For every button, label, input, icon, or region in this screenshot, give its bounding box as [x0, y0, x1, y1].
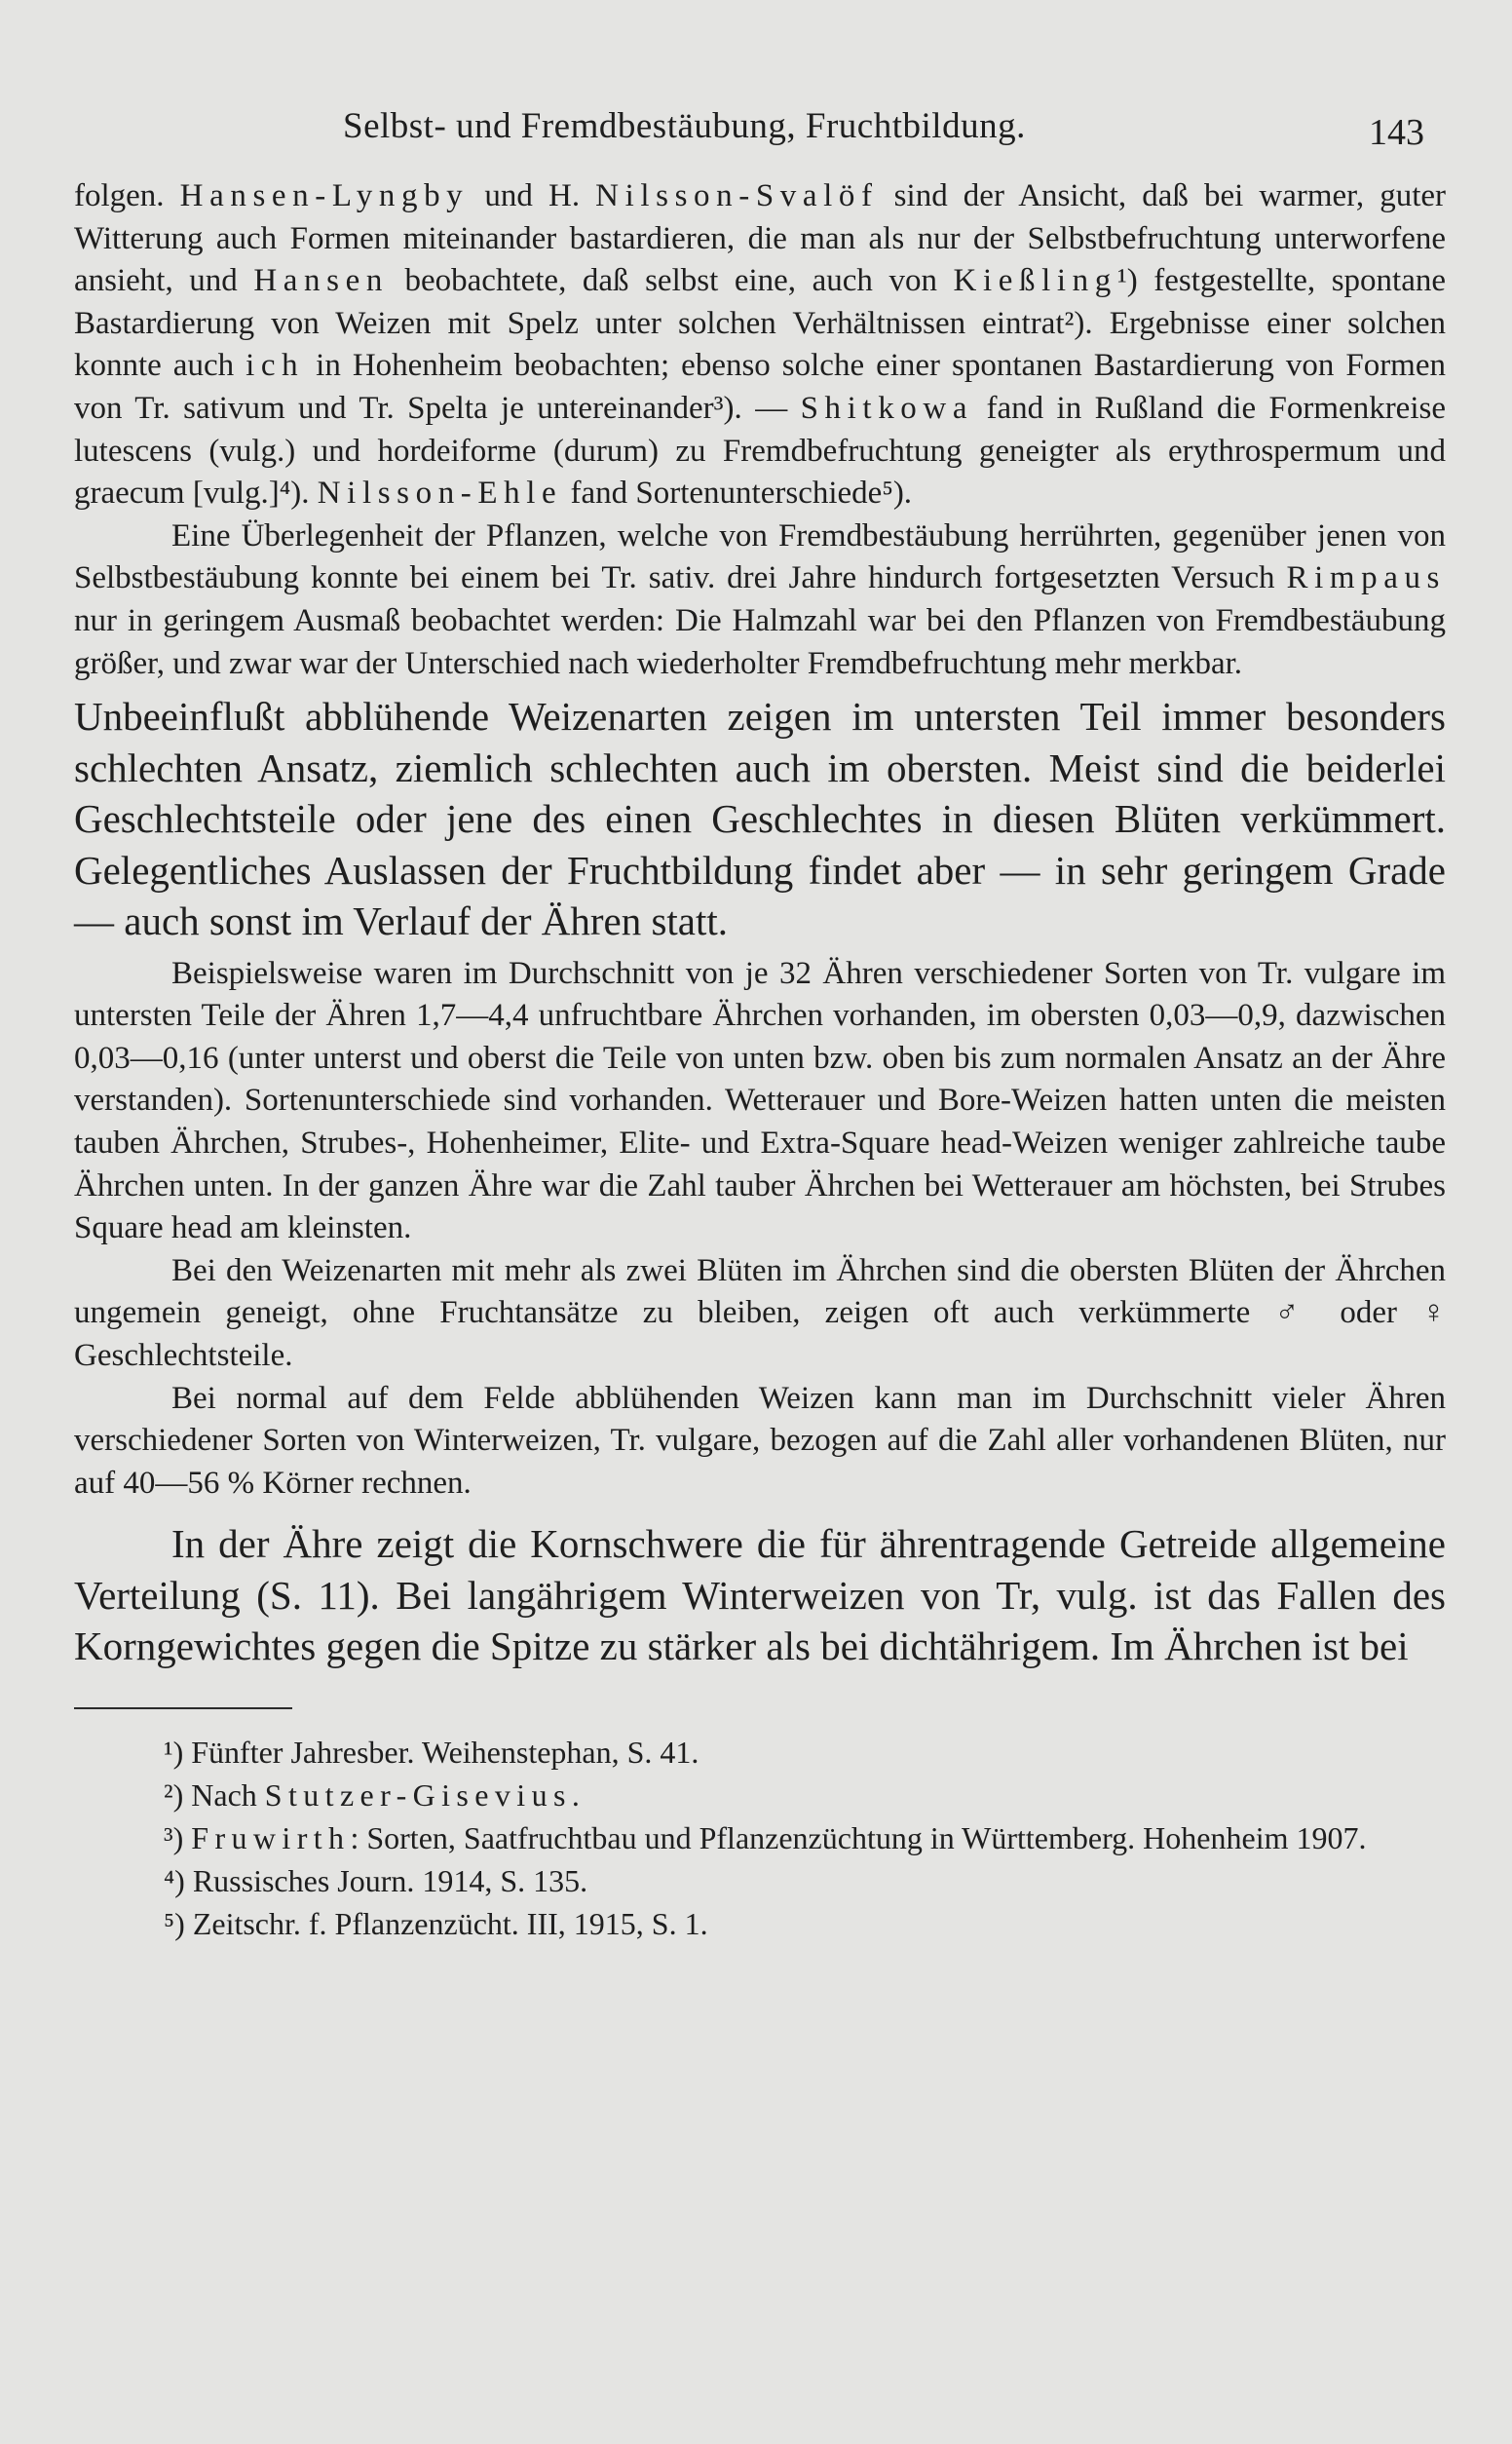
- paragraph-grain-percentage: Bei normal auf dem Felde abblühenden Weizen kann man im Durchschnitt vieler Ähren verschiedener Sorten von Winterweizen, Tr. vulgare, bezogen auf die Zahl aller vorhandenen Blüten, nur auf 40—56 % Körner rechnen.: [74, 1380, 1446, 1501]
- running-title: Selbst- und Fremdbestäubung, Fruchtbildung.: [343, 106, 1026, 146]
- footnote-4: ⁴) Russisches Journ. 1914, S. 135.: [164, 1862, 588, 1898]
- paragraph-cross-pollination-observations: folgen. Hansen-Lyngby und H. Nilsson-Svalöf sind der Ansicht, daß bei warmer, guter Witterung auch Formen miteinander bastardieren, die man als nur der Selbstbefruchtung unterworfene ansieht, und Hansen beobachtete, daß selbst eine, auch von Kießling¹) festgestellte, spontane Bastardierung von Weizen mit Spelz unter solchen Verhältnissen eintrat²). Ergebnisse einer solchen konnte auch ich in Hohenheim beobachten; ebenso solche einer spontanen Bastardierung von Formen von Tr. sativum und Tr. Spelta je untereinander³). — Shitkowa fand in Rußland die Formenkreise lutescens (vulg.) und hordeiforme (durum) zu Fremdbefruchtung geneigter als erythrospermum und graecum [vulg.]⁴). Nilsson-Ehle fand Sortenunterschiede⁵).: [74, 178, 1447, 512]
- footnote-divider: [74, 1707, 292, 1709]
- page-number: 143: [1369, 112, 1424, 153]
- paragraph-rimpau-experiment: Eine Überlegenheit der Pflanzen, welche von Fremdbestäubung herrührten, gegenüber jenen von Selbstbestäubung konnte bei einem bei Tr. sativ. drei Jahre hindurch fortgesetzten Versuch Rimpaus nur in geringem Ausmaß beobachtet werden: Die Halmzahl war bei den Pflanzen von Fremdbestäubung größer, und zwar war der Unterschied nach wiederholter Fremdbefruchtung mehr merkbar.: [74, 517, 1446, 681]
- footnote-1: ¹) Fünfter Jahresber. Weihenstephan, S. 41.: [164, 1734, 699, 1770]
- paragraph-grain-weight: In der Ähre zeigt die Kornschwere die für ährentragende Getreide allgemeine Verteilung (S. 11). Bei langährigem Winterweizen von Tr, vulg. ist das Fallen des Korngewichtes gegen die Spitze zu stärker als bei dichtährigem. Im Ährchen ist bei: [74, 1521, 1446, 1669]
- main-text: [74, 175, 1446, 1672]
- paragraph-upper-flowers: Bei den Weizenarten mit mehr als zwei Blüten im Ährchen sind die obersten Blüten der Ährchen ungemein geneigt, ohne Fruchtansätze zu bleiben, zeigen oft auch verkümmerte ♂ oder ♀ Geschlechtsteile.: [74, 1252, 1446, 1373]
- paragraph-sterile-spikelets: Beispielsweise waren im Durchschnitt von je 32 Ähren verschiedener Sorten von Tr. vulgare im untersten Teile der Ähren 1,7—4,4 unfruchtbare Ährchen vorhanden, im obersten 0,03—0,9, dazwischen 0,03—0,16 (unter unterst und oberst die Teile von unten bzw. oben bis zum normalen Ansatz an der Ähre verstanden). Sortenunterschiede sind vorhanden. Wetterauer und Bore-Weizen hatten unten die meisten tauben Ährchen, Strubes-, Hohenheimer, Elite- und Extra-Square head-Weizen weniger zahlreiche taube Ährchen unten. In der ganzen Ähre war die Zahl tauber Ährchen bei Wetterauer am höchsten, bei Strubes Square head am kleinsten.: [74, 955, 1446, 1246]
- footnote-5: ⁵) Zeitschr. f. Pflanzenzücht. III, 1915, S. 1.: [164, 1905, 708, 1941]
- page-header: [74, 97, 1446, 175]
- footnote-3: ³) Fruwirth: Sorten, Saatfruchtbau und Pflanzenzüchtung in Württemberg. Hohenheim 1907.: [164, 1819, 1367, 1855]
- footnotes: [74, 1731, 1446, 1945]
- footnote-2: ²) Nach Stutzer-Gisevius.: [164, 1776, 580, 1813]
- paragraph-fruit-set: Unbeeinflußt abblühende Weizenarten zeigen im untersten Teil immer besonders schlechten Ansatz, ziemlich schlechten auch im obersten. Meist sind die beiderlei Geschlechtsteile oder jene des einen Geschlechtes in diesen Blüten verkümmert. Gelegentliches Auslassen der Fruchtbildung findet aber — in sehr geringem Grade — auch sonst im Verlauf der Ähren statt.: [74, 694, 1446, 944]
